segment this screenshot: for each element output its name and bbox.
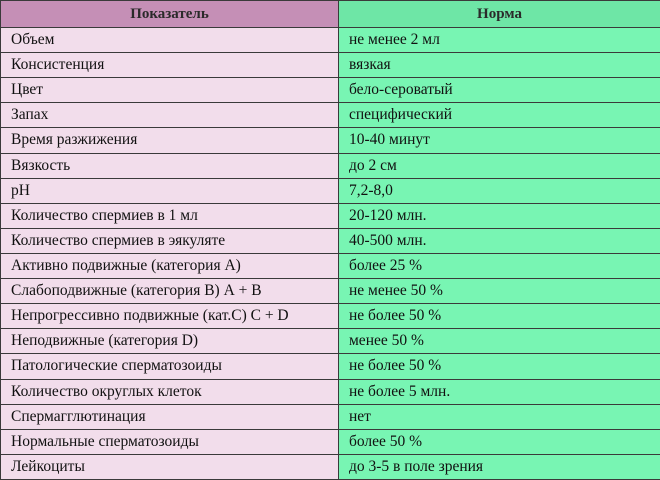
norm-cell: до 2 см bbox=[339, 153, 660, 178]
table-row bbox=[1, 78, 660, 103]
norm-cell: 20-120 млн. bbox=[339, 203, 660, 228]
indicator-cell: Количество округлых клеток bbox=[1, 379, 339, 404]
header-indicator: Показатель bbox=[1, 1, 339, 28]
norm-cell: 10-40 минут bbox=[339, 128, 660, 153]
indicator-cell: Количество спермиев в 1 мл bbox=[1, 203, 339, 228]
norm-cell: бело-сероватый bbox=[339, 78, 660, 103]
header-norm: Норма bbox=[339, 1, 660, 28]
indicator-cell: Время разжижения bbox=[1, 128, 339, 153]
indicator-cell: Активно подвижные (категория А) bbox=[1, 253, 339, 278]
norm-cell: нет bbox=[339, 404, 660, 429]
table-row bbox=[1, 103, 660, 128]
table-header-row bbox=[1, 1, 660, 28]
table-row bbox=[1, 354, 660, 379]
table-row bbox=[1, 253, 660, 278]
table-row bbox=[1, 379, 660, 404]
table-row bbox=[1, 128, 660, 153]
table-row bbox=[1, 454, 660, 479]
table-row bbox=[1, 53, 660, 78]
table-row bbox=[1, 228, 660, 253]
table-row bbox=[1, 304, 660, 329]
norm-cell: до 3-5 в поле зрения bbox=[339, 454, 660, 479]
norm-cell: менее 50 % bbox=[339, 329, 660, 354]
table-row bbox=[1, 153, 660, 178]
indicator-cell: Консистенция bbox=[1, 53, 339, 78]
norm-cell: 7,2-8,0 bbox=[339, 178, 660, 203]
norm-cell: вязкая bbox=[339, 53, 660, 78]
indicator-cell: Объем bbox=[1, 28, 339, 53]
norm-cell: 40-500 млн. bbox=[339, 228, 660, 253]
norm-cell: не более 50 % bbox=[339, 304, 660, 329]
table-row bbox=[1, 404, 660, 429]
table-row bbox=[1, 329, 660, 354]
table-row bbox=[1, 28, 660, 53]
norm-cell: не более 5 млн. bbox=[339, 379, 660, 404]
indicator-cell: pH bbox=[1, 178, 339, 203]
table-row bbox=[1, 203, 660, 228]
norm-cell: более 50 % bbox=[339, 429, 660, 454]
indicator-cell: Нормальные сперматозоиды bbox=[1, 429, 339, 454]
norm-cell: специфический bbox=[339, 103, 660, 128]
indicator-cell: Запах bbox=[1, 103, 339, 128]
indicator-cell: Непрогрессивно подвижные (кат.С) С + D bbox=[1, 304, 339, 329]
table-row bbox=[1, 279, 660, 304]
indicator-cell: Количество спермиев в эякуляте bbox=[1, 228, 339, 253]
norm-cell: не более 50 % bbox=[339, 354, 660, 379]
table-row bbox=[1, 178, 660, 203]
norm-cell: более 25 % bbox=[339, 253, 660, 278]
table-row bbox=[1, 429, 660, 454]
indicator-cell: Цвет bbox=[1, 78, 339, 103]
norm-cell: не менее 50 % bbox=[339, 279, 660, 304]
norm-cell: не менее 2 мл bbox=[339, 28, 660, 53]
indicator-cell: Неподвижные (категория D) bbox=[1, 329, 339, 354]
indicator-cell: Лейкоциты bbox=[1, 454, 339, 479]
indicator-cell: Патологические сперматозоиды bbox=[1, 354, 339, 379]
indicator-cell: Слабоподвижные (категория В) А + В bbox=[1, 279, 339, 304]
indicator-cell: Вязкость bbox=[1, 153, 339, 178]
indicator-cell: Спермагглютинация bbox=[1, 404, 339, 429]
